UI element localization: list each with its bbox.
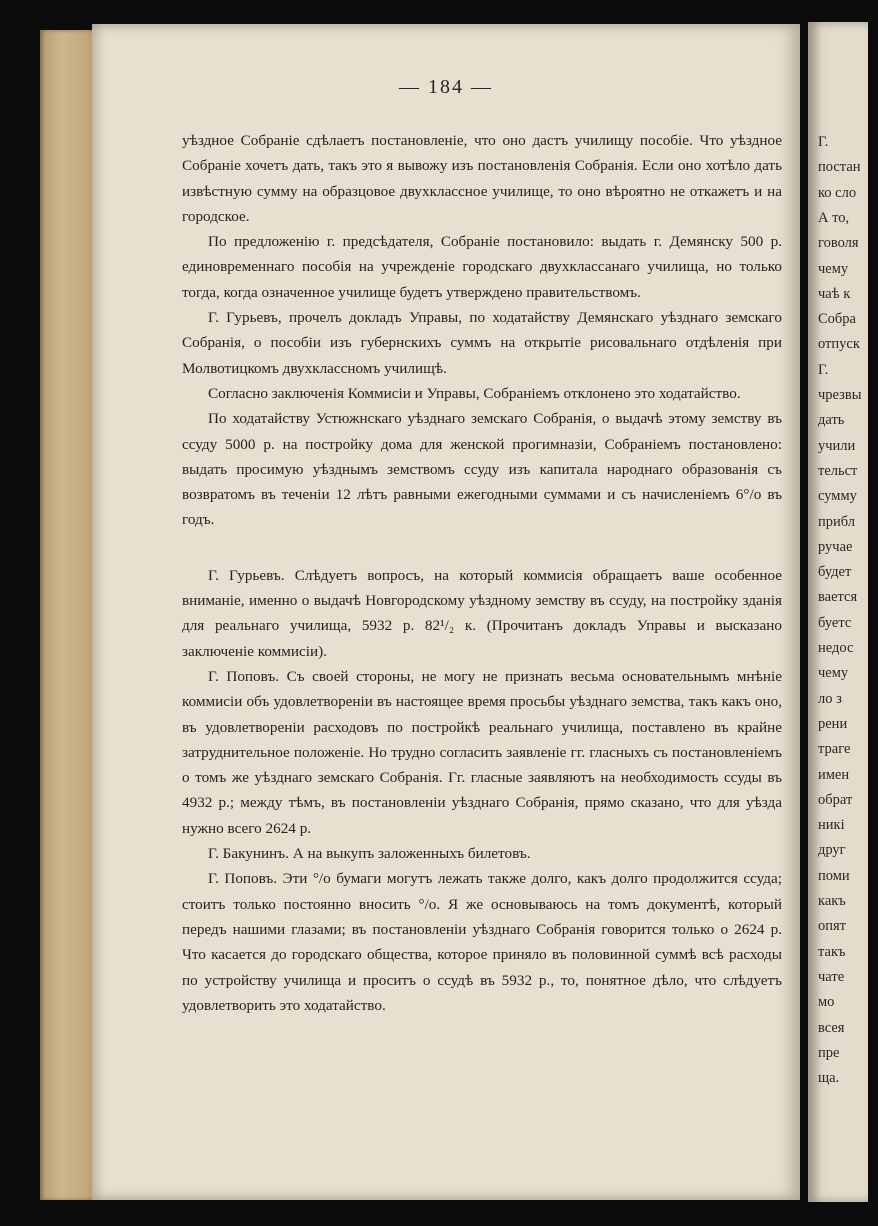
- page-number: — 184 —: [399, 76, 493, 98]
- right-page-line: дать: [818, 412, 845, 429]
- right-page-line: поми: [818, 867, 850, 884]
- right-page-line: имен: [818, 766, 850, 783]
- right-page-line: тельст: [818, 462, 858, 479]
- right-page-line: чему: [818, 665, 849, 682]
- right-page-line: будет: [818, 564, 852, 581]
- paragraph: Согласно заключенія Коммисіи и Управы, Собраніемъ отклонено это ходатайство.: [208, 384, 741, 402]
- right-page-line: говоля: [818, 235, 859, 252]
- body-text: [182, 128, 782, 1018]
- right-page-line: учили: [818, 437, 856, 454]
- left-page: [92, 24, 800, 1200]
- right-page-line: всея: [818, 1019, 845, 1036]
- paragraph: Г. Поповъ. Эти °/o бумаги могутъ лежать также долго, какъ долго продолжится ссуда; стоитъ только постоянно вносить °/o. Я же основываюсь на томъ документѣ, который передъ нашими глазами; въ постановленіи уѣзднаго Собранія говорится только о 2624 р. Что касается до городскаго общества, которое приняло въ половинной суммѣ всѣ расходы по устройству училища и проситъ о ссудѣ въ 5932 р., то, понятное дѣло, что слѣдуетъ удовлетворить это ходатайство.: [182, 870, 782, 1014]
- right-page-line: чате: [818, 968, 845, 985]
- right-page-line: чаѣ к: [818, 285, 851, 302]
- right-page-line: ручае: [818, 538, 853, 555]
- right-page-line: прибл: [818, 513, 856, 530]
- right-page-line: буетс: [818, 614, 852, 631]
- right-page-line: вается: [818, 589, 858, 606]
- right-page-line: А то,: [818, 209, 850, 226]
- paragraph: уѣздное Собраніе сдѣлаетъ постановленіе, что оно дастъ училищу пособіе. Что уѣздное Собраніе хочетъ дать, такъ это я вывожу изъ постановленія Собранія. Если оно хотѣло дать извѣстную сумму на образцовое двухклассное училище, то оно вѣроятно не откажетъ и на городское.: [182, 132, 782, 225]
- right-page-line: ко сло: [818, 184, 857, 201]
- right-page-line: мо: [818, 994, 835, 1011]
- paragraph: Г. Поповъ. Съ своей стороны, не могу не признать весьма основательнымъ мнѣніе коммисіи объ удовлетвореніи въ настоящее время просьбы уѣзднаго земства, такъ какъ оно, въ удовлетвореніи расходовъ по постройкѣ реальнаго училища, поставлено въ крайне затруднительное положеніе. Но трудно согласить заявленіе гг. гласныхъ съ постановленіемъ о томъ же уѣзднаго земскаго Собранія. Гг. гласные заявляютъ на необходимость ссуды въ 4932 р.; между тѣмъ, въ постановленіи уѣзднаго Собранія, прямо сказано, что для уѣзда нужно всего 2624 р.: [182, 667, 782, 837]
- right-page-line: Собра: [818, 311, 856, 328]
- right-page-line: Г.: [818, 361, 829, 378]
- paragraph: Г. Гурьевъ, прочелъ докладъ Управы, по ходатайству Демянскаго уѣзднаго земскаго Собранія, о пособіи изъ губернскихъ суммъ на открытіе рисовальнаго отдѣленія при Молвотицкомъ двухклассномъ училищѣ.: [182, 309, 782, 377]
- paragraph: По предложенію г. предсѣдателя, Собраніе постановило: выдать г. Демянску 500 р. единовременнаго пособія на учрежденіе городскаго двухклассанаго училища, но только тогда, когда означенное училище будетъ утверждено правительствомъ.: [182, 233, 782, 301]
- right-page-line: ло з: [818, 690, 842, 707]
- right-page-line: рени: [818, 715, 848, 732]
- right-page-line: отпуск: [818, 336, 860, 353]
- right-page-line: какъ: [818, 893, 846, 909]
- right-page-line: никі: [818, 817, 845, 834]
- right-page-line: ща.: [818, 1070, 840, 1087]
- right-page-line: Г.: [818, 134, 829, 150]
- paragraph: По ходатайству Устюжнскаго уѣзднаго земскаго Собранія, о выдачѣ этому земству въ ссуду 5000 р. на постройку дома для женской прогимназіи, Собраніемъ постановлено: выдать просимую уѣзднымъ земствомъ ссуду изъ капитала народнаго образованія съ возвратомъ въ теченіи 12 лѣтъ равными ежегодными суммами и съ начисленіемъ 6°/o въ годъ.: [182, 410, 782, 529]
- paragraph: Г. Бакунинъ. А на выкупъ заложенныхъ билетовъ.: [208, 845, 531, 863]
- right-page-line: пре: [818, 1044, 840, 1061]
- right-page-line: чему: [818, 260, 849, 277]
- right-page-line: чрезвы: [818, 387, 862, 403]
- right-page-line: траге: [818, 741, 851, 758]
- right-page-line: опят: [818, 918, 847, 935]
- right-page-line: такъ: [818, 943, 846, 960]
- paragraph: Г. Гурьевъ. Слѣдуетъ вопросъ, на который коммисія обращаетъ ваше особенное вниманіе, именно о выдачѣ Новгородскому уѣздному земству въ ссуду, на постройку зданія для реальнаго училища, 5932 р. 82¹/₂ к. (Прочитанъ докладъ Управы и высказано заключеніе коммисіи).: [182, 566, 782, 660]
- right-page-line: друг: [818, 842, 846, 859]
- right-page-line: постан: [818, 159, 861, 176]
- right-page-line: сумму: [818, 488, 857, 505]
- right-page: [808, 22, 868, 1202]
- right-page-line: недос: [818, 640, 854, 656]
- right-page-line: обрат: [818, 791, 853, 808]
